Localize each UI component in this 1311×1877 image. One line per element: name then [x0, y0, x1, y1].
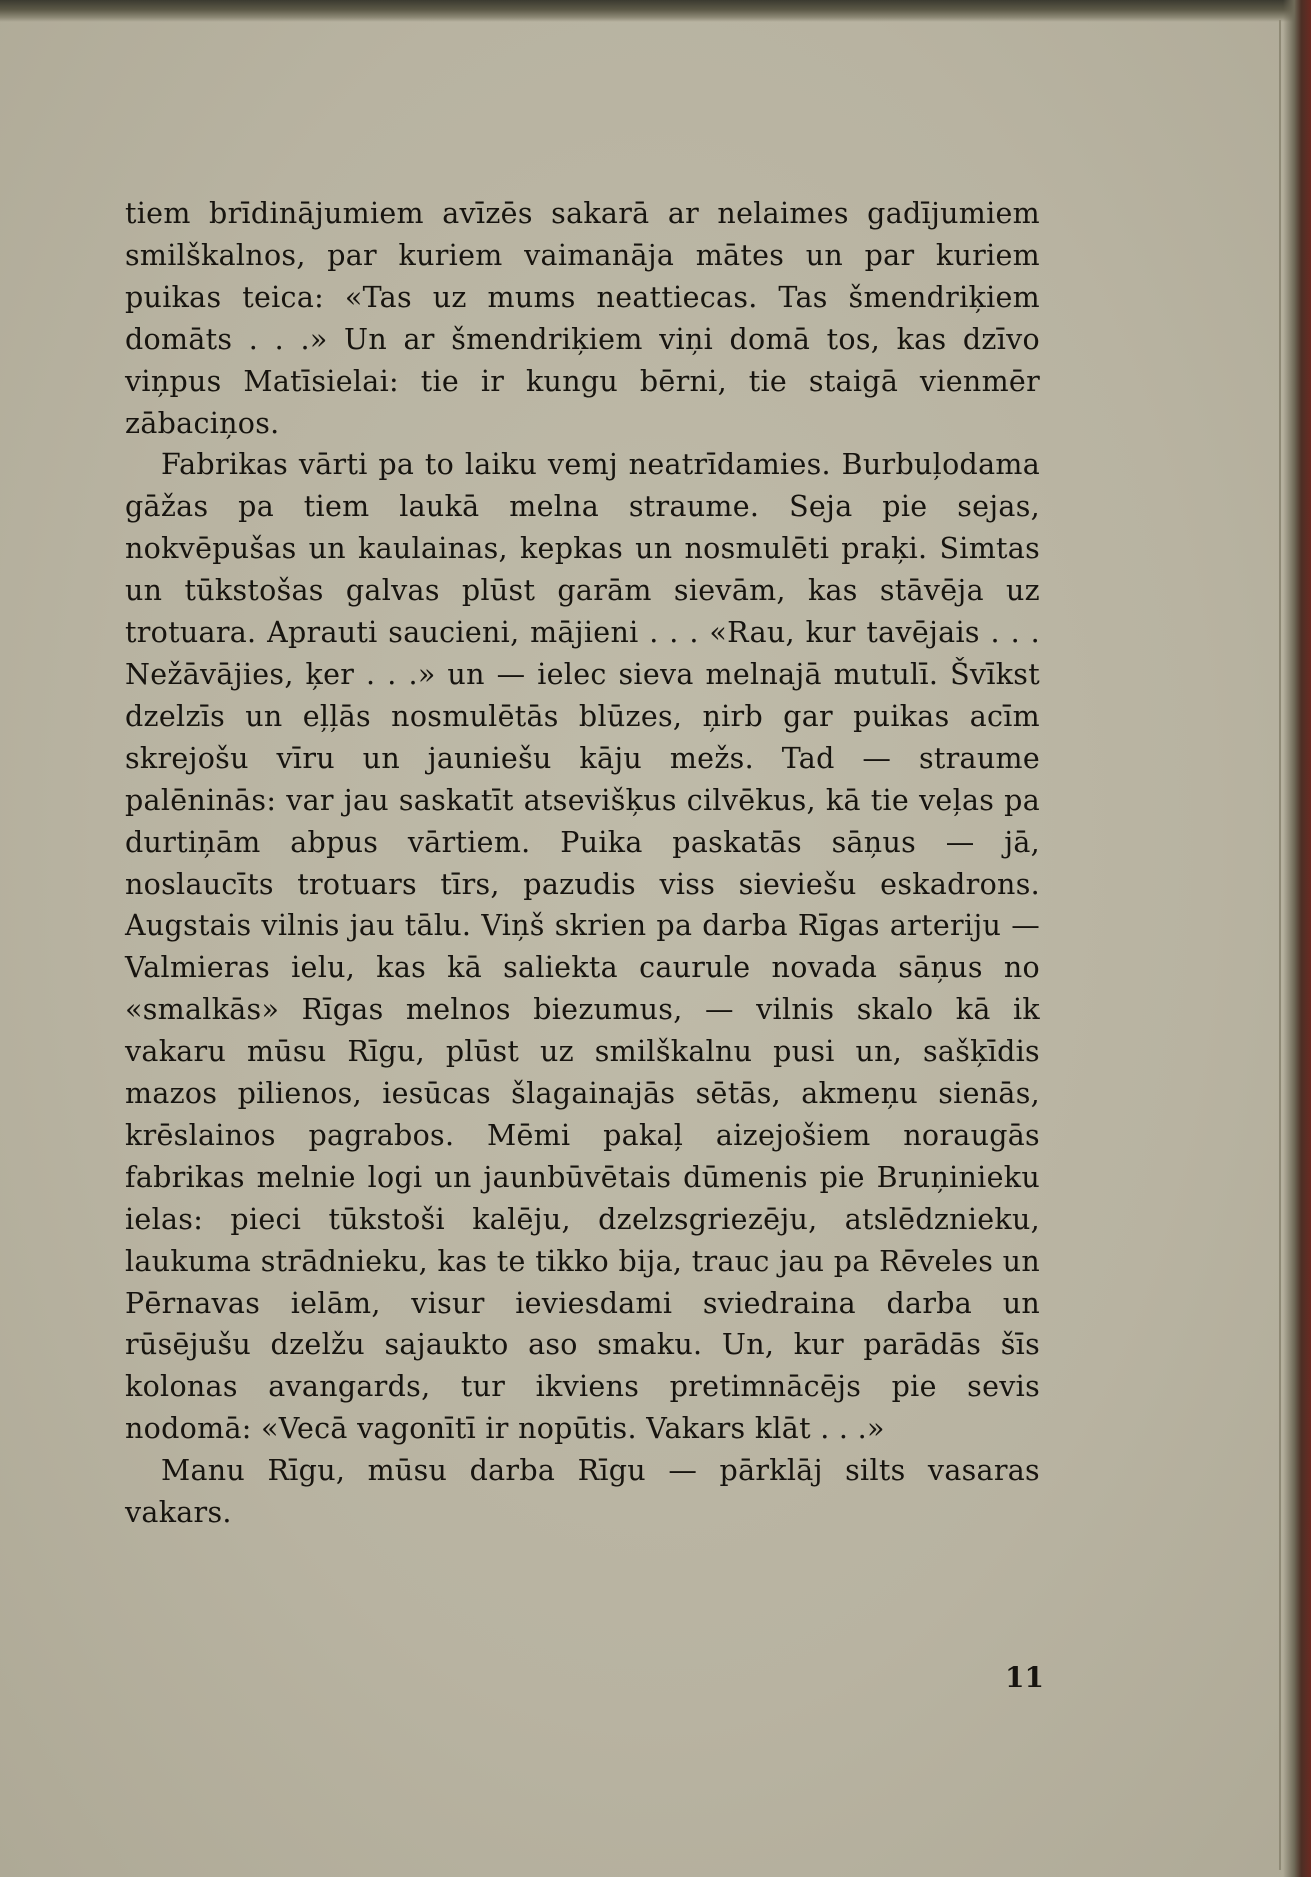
body-text — [125, 193, 1040, 1534]
page-edge-line — [1279, 20, 1281, 1870]
page-number: 11 — [1005, 1661, 1044, 1694]
page-top-edge — [0, 0, 1311, 22]
paragraph-1: tiem brīdinājumiem avīzēs sakarā ar nelaimes gadījumiem smilškalnos, par kuriem vaimanāja mātes un par kuriem puikas teica: «Tas uz mums neattiecas. Tas šmendriķiem domāts . . .» Un ar šmendriķiem viņi domā tos, kas dzīvo viņpus Matīsielai: tie ir kungu bērni, tie staigā vienmēr zābaciņos. — [125, 197, 1040, 440]
book-spine-edge — [1283, 0, 1311, 1877]
paragraph-3: Manu Rīgu, mūsu darba Rīgu — pārklāj silts vasaras vakars. — [125, 1454, 1040, 1530]
paragraph-2: Fabrikas vārti pa to laiku vemj neatrīdamies. Burbuļodama gāžas pa tiem laukā melna straume. Seja pie sejas, nokvēpušas un kaulainas, kepkas un nosmulēti praķi. Simtas un tūkstošas galvas plūst garām sievām, kas stāvēja uz trotuara. Aprauti saucieni, mājieni . . . «Rau, kur tavējais . . . Nežāvājies, ķer . . .» un — ielec sieva melnajā mutulī. Švīkst dzelzīs un eļļās nosmulētās blūzes, ņirb gar puikas acīm skrejošu vīru un jauniešu kāju mežs. Tad — straume palēninās: var jau saskatīt atsevišķus cilvēkus, kā tie veļas pa durtiņām abpus vārtiem. Puika paskatās sāņus — jā, noslaucīts trotuars tīrs, pazudis viss sieviešu eskadrons. Augstais vilnis jau tālu. Viņš skrien pa darba Rīgas arteriju — Valmieras ielu, kas kā saliekta caurule novada sāņus no «smalkās» Rīgas melnos biezumus, — vilnis skalo kā ik vakaru mūsu Rīgu, plūst uz smilškalnu pusi un, sašķīdis mazos pilienos, iesūcas šlagainajās sētās, akmeņu sienās, krēslainos pagrabos. Mēmi pakaļ aizejošiem noraugās fabrikas melnie logi un jaunbūvētais dūmenis pie Bruņinieku ielas: pieci tūkstoši kalēju, dzelzsgriezēju, atslēdznieku, laukuma strādnieku, kas te tikko bija, trauc jau pa Rēveles un Pērnavas ielām, visur ieviesdami sviedraina darba un rūsējušu dzelžu sajaukto aso smaku. Un, kur parādās šīs kolonas avangards, tur ikviens pretimnācējs pie sevis nodomā: «Vecā vagonītī ir nopūtis. Vakars klāt . . .» — [125, 448, 1040, 1446]
